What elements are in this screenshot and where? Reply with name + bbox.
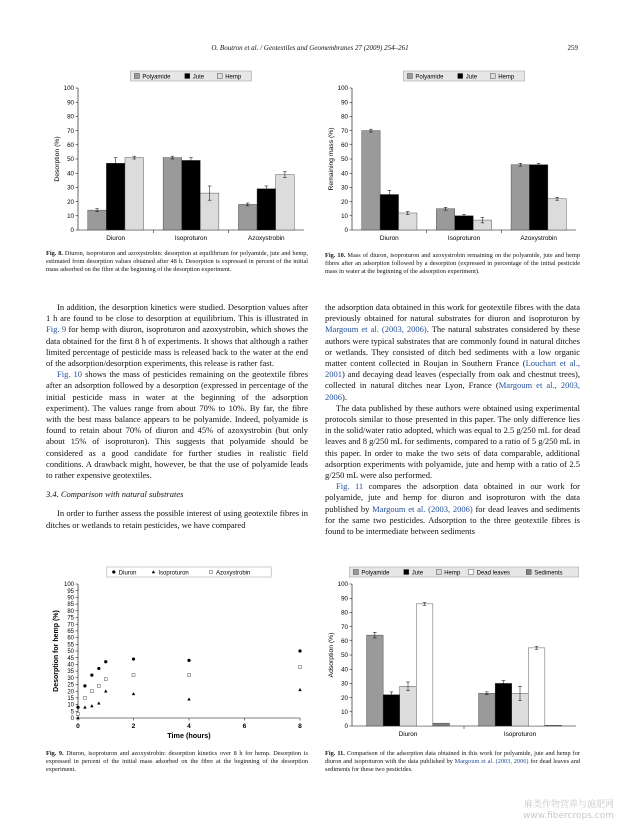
y-tick-label: 40	[67, 662, 74, 669]
legend-swatch	[217, 74, 222, 79]
legend-swatch	[458, 74, 463, 79]
y-tick-label: 30	[67, 184, 74, 192]
y-tick-label: 50	[67, 649, 74, 656]
figure-8-caption	[46, 250, 308, 274]
bar	[479, 693, 496, 726]
data-point	[187, 659, 190, 662]
left-column	[46, 302, 308, 531]
legend-label: Sediments	[534, 570, 563, 577]
y-tick-label: 0	[344, 227, 348, 235]
x-axis-title: Time (hours)	[167, 731, 211, 740]
figure-11-chart	[322, 562, 580, 744]
y-tick-label: 30	[341, 680, 348, 688]
paragraph: Fig. 10 shows the mass of pesticides remaining on the geotextile fibres after an adsorption followed by a desorption (expressed in percentage of the initial pesticide mass in water at the beginning of the adsorption experiment). The values range from about 70% to 10%. By far, the fibre with the best mass balance appears to be polyamide. Indeed, polyamide is found to retain about 70% of diuron and 45% of azoxystrobin (but only about 15% of isoproturon). This suggests that polyamide should be considered as a good candidate for further studies in realistic field conditions. A drawback might, however, be that the use of polyamide leads to rather expensive geotextiles.	[46, 369, 309, 481]
legend-swatch	[407, 74, 412, 79]
page-number: 259	[567, 44, 578, 52]
y-tick-label: 100	[63, 582, 74, 589]
data-point	[132, 657, 135, 660]
y-tick-label: 80	[67, 113, 74, 121]
legend-swatch	[526, 570, 531, 575]
legend-label: Polyamide	[361, 570, 390, 577]
y-tick-label: 90	[341, 595, 348, 603]
reference-link[interactable]: Louchart et al., 2001	[325, 358, 580, 380]
y-tick-label: 60	[67, 142, 74, 149]
legend-swatch	[436, 570, 441, 575]
watermark-line: www.fibercrops.com	[523, 811, 614, 821]
chart-legend	[107, 567, 271, 577]
figure-8	[46, 66, 308, 248]
paragraph: In order to further assess the possible interest of using geotextile fibres in ditches or wetlands to retain pesticides, we have compared	[46, 508, 308, 530]
figure-8-chart	[46, 66, 308, 248]
y-tick-label: 50	[67, 156, 74, 164]
figure-11-caption-label: Fig. 11.	[325, 750, 345, 757]
bar	[436, 209, 454, 230]
figure-9	[46, 562, 308, 744]
figure-10-caption-label: Fig. 10.	[325, 252, 346, 259]
legend-label: Diuron	[118, 570, 137, 577]
chart-legend	[403, 71, 524, 81]
data-point	[132, 674, 135, 677]
legend-marker	[210, 571, 213, 574]
bar	[383, 695, 400, 726]
figure-11-caption: Fig. 11. Comparison of the adsorption data obtained in this work for polyamide, jute and hemp for diuron and isoproturon with the data published by Margoum et al. (2003, 2006) for dead leaves and sediments for these two pesticides.	[325, 750, 581, 773]
reference-link[interactable]: Margoum et al. (2003, 2006)	[325, 324, 427, 335]
legend-label: Jute	[411, 570, 424, 577]
y-tick-label: 35	[67, 669, 74, 676]
legend-label: Isoproturon	[158, 570, 189, 577]
figure-10-chart	[322, 66, 580, 248]
bar	[238, 204, 257, 230]
legend-swatch	[469, 570, 474, 575]
data-point	[97, 684, 100, 687]
bar	[399, 213, 417, 230]
y-tick-label: 70	[67, 127, 74, 135]
y-tick-label: 20	[67, 198, 74, 206]
x-tick-label: Diuron	[106, 235, 126, 242]
fig9-link[interactable]: Fig. 9	[46, 324, 67, 335]
data-point	[104, 689, 107, 692]
bar	[276, 175, 295, 230]
paragraph: In addition, the desorption kinetics were studied. Desorption values after 1 h are found to be close to desorption at equilibrium. This is illustrated in Fig. 9 for hemp with diuron, isoproturon and azoxystrobin, which shows the data obtained for the first 8 h of experiments. It shows that although a rather limited percentage of pesticide mass is released back to the water at the end of the adsorption/desorption experiments, this release is rather fast.	[46, 302, 308, 369]
x-tick-label: Diuron	[379, 235, 399, 242]
legend-label: Polyamide	[415, 74, 444, 81]
y-tick-label: 20	[341, 694, 348, 702]
bar	[362, 131, 380, 230]
y-tick-label: 80	[341, 113, 348, 121]
legend-label: Hemp	[498, 74, 515, 81]
legend-label: Hemp	[444, 570, 461, 577]
y-tick-label: 10	[67, 213, 74, 220]
y-tick-label: 20	[341, 198, 348, 206]
y-tick-label: 10	[341, 213, 348, 220]
x-tick-label: Isoproturon	[447, 235, 481, 242]
y-tick-label: 90	[341, 99, 348, 107]
legend-swatch	[134, 74, 139, 79]
legend-label: Jute	[465, 74, 478, 81]
figure-9-caption	[46, 750, 308, 774]
running-title: O. Boutron et al. / Geotextiles and Geomembranes 27 (2009) 254–261	[211, 44, 409, 52]
paragraph: Fig. 11 compares the adsorption data obtained in our work for polyamide, jute and hemp for diuron and isoproturon with the data published by Margoum et al. (2003, 2006) for dead leaves and sediments for the same two pesticides. Adsorption to the three geotextile fibres is found to be intermediate between sediments	[325, 481, 580, 537]
reference-link[interactable]: Margoum et al. (2003, 2006)	[454, 758, 529, 765]
legend-swatch	[490, 74, 495, 79]
x-tick-label: 2	[131, 723, 136, 730]
x-tick-label: Diuron	[398, 731, 418, 738]
data-point	[187, 697, 190, 700]
y-axis-title: Adsorption (%)	[328, 632, 335, 678]
y-tick-label: 0	[70, 716, 74, 723]
y-axis-title: Remaining mass (%)	[328, 127, 335, 191]
y-tick-label: 100	[337, 581, 348, 589]
bar	[163, 158, 182, 230]
bar	[495, 683, 512, 726]
data-point	[83, 696, 86, 699]
y-tick-label: 70	[67, 622, 74, 629]
y-tick-label: 30	[341, 184, 348, 192]
reference-link[interactable]: Margoum et al., 2003, 2006	[325, 380, 580, 402]
watermark-line: 麻类作物营养与施肥网	[523, 800, 614, 810]
x-tick-label: 0	[76, 723, 80, 730]
data-point	[83, 684, 86, 687]
y-tick-label: 65	[67, 629, 74, 635]
y-tick-label: 10	[67, 702, 74, 709]
bar	[416, 604, 433, 726]
fig11-link[interactable]: Fig. 11	[336, 481, 364, 492]
bar	[511, 165, 529, 230]
y-tick-label: 100	[337, 85, 348, 93]
x-tick-label: 8	[298, 723, 302, 730]
data-point	[77, 712, 80, 715]
figure-8-caption-label: Fig. 8.	[46, 250, 63, 257]
y-tick-label: 80	[341, 609, 348, 617]
y-tick-label: 25	[67, 682, 74, 689]
paragraph: The data published by these authors were obtained using experimental protocols similar to those presented in this paper. The only difference lies in the solid/water ratio adopted, which was equal to 2.5 g/250 mL for dead leaves and 8 g/250 mL for sediments, compared to a ratio of 5 g/250 mL in this paper. In order to make the two sets of data comparable, additional adsorption experiments with polyamide, jute and hemp with a ratio of 2.5 g/250 mL were also performed.	[325, 402, 580, 481]
x-tick-label: 6	[242, 723, 247, 730]
figure-9-chart	[46, 562, 308, 744]
chart-legend	[349, 567, 578, 577]
y-tick-label: 60	[67, 635, 74, 642]
y-tick-label: 60	[341, 638, 348, 645]
figure-8-caption-text: Diuron, isoproturon and azoxystrobin: desorption at equilibrium for polyamide, jute and hemp, estimated from desorption values obtained after 48 h. Desorption is expressed in percent of the initial mass adsorbed on the fibre at the beginning of the desorption experiment.	[46, 250, 308, 273]
y-tick-label: 50	[341, 156, 348, 164]
bar	[88, 210, 107, 230]
y-tick-label: 30	[67, 675, 74, 682]
bar	[106, 163, 125, 230]
legend-label: Hemp	[225, 74, 242, 81]
data-point	[90, 674, 93, 677]
bar	[529, 165, 547, 230]
data-point	[188, 674, 191, 677]
section-title: 3.4. Comparison with natural substrates	[46, 489, 184, 500]
bar	[528, 648, 545, 726]
legend-swatch	[353, 570, 358, 575]
y-tick-label: 100	[63, 85, 74, 93]
bar	[380, 195, 398, 231]
y-tick-label: 90	[67, 595, 74, 602]
y-tick-label: 40	[67, 170, 74, 178]
y-tick-label: 40	[341, 170, 348, 178]
y-tick-label: 85	[67, 602, 74, 609]
x-tick-label: Isoproturon	[503, 731, 537, 738]
bar	[257, 189, 276, 230]
data-point	[76, 706, 79, 709]
y-axis-title: Desorption (%)	[54, 136, 61, 182]
figure-11	[322, 562, 580, 744]
y-tick-label: 60	[341, 142, 348, 149]
y-tick-label: 80	[67, 608, 74, 615]
y-tick-label: 90	[67, 99, 74, 107]
chart-legend	[130, 71, 251, 81]
y-tick-label: 20	[67, 689, 74, 696]
data-point	[104, 678, 107, 681]
y-tick-label: 0	[344, 723, 348, 731]
bar	[125, 158, 144, 230]
legend-label: Jute	[192, 74, 205, 81]
y-tick-label: 40	[341, 666, 348, 674]
legend-swatch	[185, 74, 190, 79]
legend-label: Polyamide	[142, 74, 171, 81]
figure-10-caption-text: Mass of diuron, isoproturon and azoxystrobin remaining on the polyamide, jute and hemp fibres after an adsorption followed by a desorption (expressed in percentage of the initial pesticide mass in water at the beginning of the adsorption experiment).	[325, 252, 580, 275]
y-tick-label: 95	[67, 588, 74, 595]
running-header	[0, 44, 620, 56]
x-tick-label: Isoproturon	[174, 235, 208, 242]
legend-label: Azoxystrobin	[216, 570, 251, 577]
bar	[545, 725, 562, 726]
y-tick-label: 50	[341, 652, 348, 660]
y-tick-label: 5	[70, 709, 74, 716]
data-point	[298, 688, 301, 691]
figure-9-caption-label: Fig. 9.	[46, 750, 64, 757]
y-tick-label: 55	[67, 642, 74, 649]
legend-marker	[112, 570, 115, 573]
bar	[455, 216, 473, 230]
figure-10	[322, 66, 580, 248]
figure-10-caption	[325, 252, 580, 276]
data-point	[83, 705, 86, 708]
data-point	[299, 666, 302, 669]
paragraph: the adsorption data obtained in this work for geotextile fibres with the data previously obtained for natural substrates for diuron and isoproturon by Margoum et al. (2003, 2006). The natural substrates considered by these authors were typical substrates that are commonly found in natural ditches or wetlands. They consisted of ditch bed sediments with a low organic matter content collected in Roujan in Southern France (Louchart et al., 2001) and decaying dead leaves (especially from oak and chestnut trees), collected in natural ditches near Lyon, France (Margoum et al., 2003, 2006).	[325, 302, 580, 402]
data-point	[298, 649, 301, 652]
reference-link[interactable]: Margoum et al. (2003, 2006)	[372, 503, 473, 514]
data-point	[132, 692, 135, 695]
x-tick-label: Azoxystrobin	[520, 235, 557, 242]
fig10-link[interactable]: Fig. 10	[57, 369, 83, 380]
figure-9-caption-text: Diuron, isoproturon and azoxystrobin: desorption kinetics over 8 h for hemp. Desorption is expressed in percent of the initial mass adsorbed on the fibre at the beginning of the desorption experiment.	[46, 750, 308, 773]
data-point	[97, 701, 100, 704]
legend-label: Dead leaves	[476, 570, 510, 577]
bar	[182, 160, 201, 230]
x-tick-label: 4	[187, 723, 191, 730]
bar	[433, 723, 450, 726]
watermark	[523, 800, 614, 822]
bar	[400, 686, 417, 726]
data-point	[97, 667, 100, 670]
y-tick-label: 70	[341, 623, 348, 631]
y-tick-label: 15	[67, 696, 74, 702]
x-tick-label: Azoxystrobin	[248, 235, 285, 242]
y-tick-label: 0	[70, 227, 74, 235]
legend-swatch	[404, 570, 409, 575]
y-axis-title: Desorption for hemp (%)	[53, 610, 60, 692]
y-tick-label: 10	[341, 709, 348, 716]
data-point	[90, 690, 93, 693]
y-tick-label: 45	[67, 655, 74, 662]
data-point	[104, 660, 107, 663]
bar	[548, 199, 566, 230]
y-tick-label: 70	[341, 127, 348, 135]
right-column	[325, 302, 580, 537]
y-tick-label: 75	[67, 615, 74, 622]
data-point	[90, 704, 93, 707]
bar	[367, 635, 384, 726]
